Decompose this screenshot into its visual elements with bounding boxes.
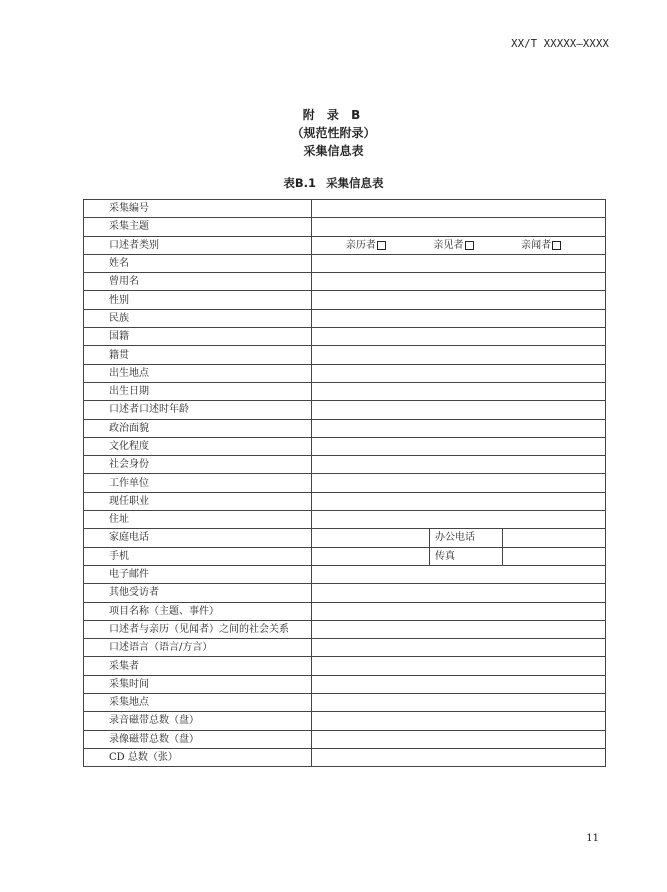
- row-label: 其他受访者: [84, 584, 312, 602]
- option-witness-direct[interactable]: 亲历者: [346, 237, 386, 254]
- table-row: [84, 620, 606, 638]
- table-row: [84, 419, 606, 437]
- table-row: [84, 712, 606, 730]
- category-options-cell: [312, 236, 606, 254]
- checkbox-icon[interactable]: [377, 241, 386, 250]
- row-label: 文化程度: [84, 437, 312, 455]
- table-title: [0, 175, 667, 191]
- value-cell[interactable]: [312, 437, 606, 455]
- checkbox-icon[interactable]: [465, 241, 474, 250]
- value-cell[interactable]: [312, 492, 606, 510]
- table-row: [84, 456, 606, 474]
- value-cell[interactable]: [312, 218, 606, 236]
- office-phone-label: 办公电话: [430, 529, 503, 547]
- row-label: 住址: [84, 511, 312, 529]
- value-cell[interactable]: [312, 639, 606, 657]
- row-label: 录像磁带总数（盘）: [84, 730, 312, 748]
- row-label: 口述者口述时年龄: [84, 401, 312, 419]
- row-label: 采集地点: [84, 694, 312, 712]
- table-row: [84, 364, 606, 382]
- value-cell[interactable]: [312, 748, 606, 766]
- value-cell[interactable]: [312, 694, 606, 712]
- value-cell[interactable]: [312, 620, 606, 638]
- row-label: 民族: [84, 309, 312, 327]
- table-row: [84, 748, 606, 766]
- row-label: 姓名: [84, 254, 312, 272]
- row-label: 国籍: [84, 328, 312, 346]
- row-label: 口述语言（语言/方言）: [84, 639, 312, 657]
- table-row: [84, 401, 606, 419]
- value-cell[interactable]: [312, 200, 606, 218]
- row-label: 采集编号: [84, 200, 312, 218]
- row-label: 籍贯: [84, 346, 312, 364]
- value-cell[interactable]: [312, 328, 606, 346]
- value-cell[interactable]: [312, 382, 606, 400]
- row-label: 项目名称（主题、事件）: [84, 602, 312, 620]
- table-row: [84, 328, 606, 346]
- row-label: 政治面貌: [84, 419, 312, 437]
- table-row: [84, 657, 606, 675]
- table-row: [84, 382, 606, 400]
- fax-label: 传真: [430, 547, 503, 565]
- value-cell[interactable]: [312, 309, 606, 327]
- table-row: [84, 584, 606, 602]
- document-code: XX/T XXXXX—XXXX: [511, 38, 609, 50]
- row-label: 家庭电话: [84, 529, 312, 547]
- row-label: 手机: [84, 547, 312, 565]
- row-label: 采集主题: [84, 218, 312, 236]
- value-cell[interactable]: [312, 584, 606, 602]
- value-cell[interactable]: [312, 291, 606, 309]
- table-row: [84, 602, 606, 620]
- row-label: 电子邮件: [84, 565, 312, 583]
- value-cell[interactable]: [312, 511, 606, 529]
- value-cell[interactable]: [312, 657, 606, 675]
- mobile-value[interactable]: [312, 547, 430, 565]
- row-label: 出生日期: [84, 382, 312, 400]
- appendix-title: 附 录 B: [302, 108, 365, 122]
- table-row: [84, 675, 606, 693]
- table-row: [84, 200, 606, 218]
- table-row: [84, 236, 606, 254]
- value-cell[interactable]: [312, 419, 606, 437]
- table-title-text: 采集信息表: [326, 176, 384, 190]
- value-cell[interactable]: [312, 730, 606, 748]
- table-number: 表B.1: [283, 176, 317, 190]
- appendix-name: 采集信息表: [303, 144, 364, 158]
- table-row: [84, 492, 606, 510]
- table-row: [84, 218, 606, 236]
- fax-value[interactable]: [503, 547, 606, 565]
- value-cell[interactable]: [312, 254, 606, 272]
- office-phone-value[interactable]: [503, 529, 606, 547]
- table-row: [84, 474, 606, 492]
- row-label: 口述者类别: [84, 236, 312, 254]
- table-row: [84, 254, 606, 272]
- page-number: 11: [586, 833, 599, 844]
- table-row: [84, 694, 606, 712]
- table-row: [84, 309, 606, 327]
- row-label: 性别: [84, 291, 312, 309]
- table-row: [84, 529, 606, 547]
- value-cell[interactable]: [312, 565, 606, 583]
- row-label: 采集者: [84, 657, 312, 675]
- table-row: [84, 291, 606, 309]
- appendix-type: （规范性附录）: [291, 126, 376, 140]
- home-phone-value[interactable]: [312, 529, 430, 547]
- value-cell[interactable]: [312, 456, 606, 474]
- checkbox-icon[interactable]: [552, 241, 561, 250]
- option-witness-seen[interactable]: 亲见者: [434, 237, 474, 254]
- row-label: 现任职业: [84, 492, 312, 510]
- row-label: CD 总数（张）: [84, 748, 312, 766]
- value-cell[interactable]: [312, 273, 606, 291]
- table-row: [84, 437, 606, 455]
- value-cell[interactable]: [312, 401, 606, 419]
- table-row: [84, 511, 606, 529]
- value-cell[interactable]: [312, 474, 606, 492]
- row-label: 曾用名: [84, 273, 312, 291]
- table-row: [84, 730, 606, 748]
- info-table: [83, 199, 606, 767]
- table-row: [84, 547, 606, 565]
- row-label: 录音磁带总数（盘）: [84, 712, 312, 730]
- row-label: 社会身份: [84, 456, 312, 474]
- row-label: 工作单位: [84, 474, 312, 492]
- value-cell[interactable]: [312, 675, 606, 693]
- value-cell[interactable]: [312, 346, 606, 364]
- table-row: [84, 273, 606, 291]
- table-row: [84, 346, 606, 364]
- value-cell[interactable]: [312, 712, 606, 730]
- option-witness-heard[interactable]: 亲闻者: [521, 237, 561, 254]
- row-label: 口述者与亲历（见闻者）之间的社会关系: [84, 620, 312, 638]
- table-row: [84, 639, 606, 657]
- table-row: [84, 565, 606, 583]
- row-label: 出生地点: [84, 364, 312, 382]
- value-cell[interactable]: [312, 364, 606, 382]
- row-label: 采集时间: [84, 675, 312, 693]
- value-cell[interactable]: [312, 602, 606, 620]
